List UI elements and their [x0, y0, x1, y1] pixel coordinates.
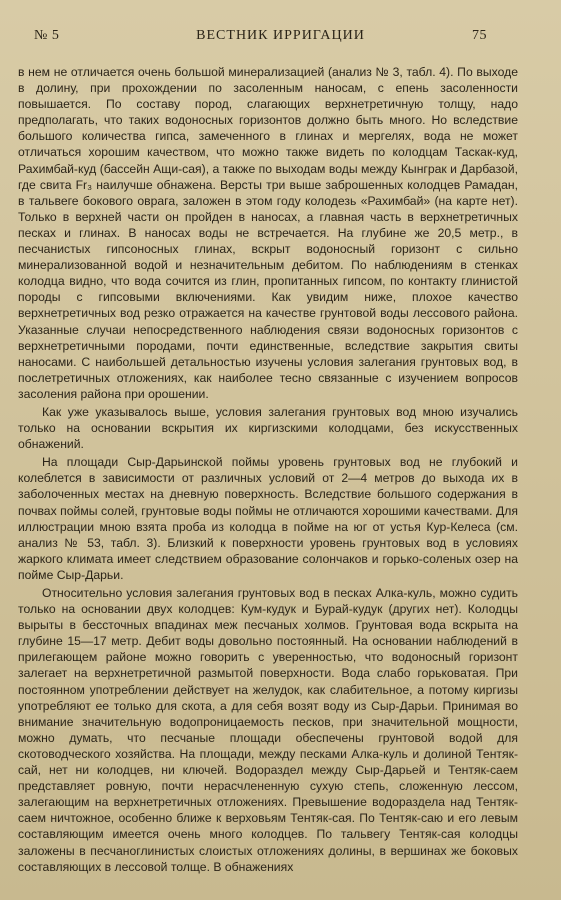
- paragraph: Относительно условия залегания грунтовых вод в песках Алка-куль, можно судить только на основании двух колодцев: Кум-кудук и Бурай-кудук (других нет). Колодцы вырыты в бессточных впадинах меж песчаных холмов. Грунтовая вода вскрыта на глубине 15—17 метр. Дебит воды довольно постоянный. На основании наблюдений в прилегающем районе можно говорить с уверенностью, что водоносный горизонт залегает на верхнетретичной размытой поверхности. Вода слабо горьковатая. При постоянном употреблении действует на желудок, как слабительное, а потому киргизы употребляют ее только для скота, а для себя возят воду из Сыр-Дарьи. Принимая во внимание значительную водопроницаемость песков, при значительной мощности, можно думать, что песчаные площади обеспечены грунтовой водой для скотоводческого хозяйства. На площади, между песками Алка-куль и долиной Тентяк-сай, нет ни колодцев, ни ключей. Водораздел между Сыр-Дарьей и Тентяк-саем представляет ровную, почти нерасчлененную сухую степь, сложенную лессом, залегающим на верхнетретичных отложениях. Превышение водораздела над Тентяк-саем ничтожное, особенно ближе к верховьям Тентяк-сая. По Тентяк-саю и его левым составляющим имеется очень много колодцев. По тальвегу Тентяк-сая колодцы заложены в песчаноглинистых слоистых отложениях долины, в вершинах же боковых составляющих в лессовой толще. В обнажениях: [18, 586, 518, 874]
- paragraph: в нем не отличается очень большой минерализацией (анализ № 3, табл. 4). По выходе в долину, при прохождении по засоленным наносам, с епень засоленности повышается. По составу пород, слагающих верхнетретичную толщу, надо предполагать, что таких водоносных горизонтов должно быть много. Но вследствие большого количества гипса, замеченного в глинах и мергелях, вода не может отличаться хорошим качеством, что можно также видеть по колодцам Таскак-куд, Рахимбай-куд (бассейн Ащи-сая), а также по выходам воды между Кынграк и Дарбазой, где свита Fr₃ наилучше обнажена. Версты три выше заброшенных колодцев Рамадан, в тальвеге бокового оврага, заложен в этом году колодезь «Рахимбай» (на карте нет). Только в верхней части он пройден в наносах, а главная часть в верхнетретичных песках и глинах. В наносах воды не встречается. На глубине же 20,5 метр., в песчанистых гипсоносных глинах, вскрыт водоносный горизонт с сильно минерализованной водой и незначительным дебитом. По наблюдениям в стенках колодца видно, что вода сочится из глин, пропитанных гипсом, по контакту глинистой породы с гипсовыми включениями. Как увидим ниже, плохое качество верхнетретичных вод резко отражается на качестве грунтовой воды лессового района. Указанные случаи непосредственного наблюдения связи водоносных горизонтов с верхнетретичными породами, почти единственные, вследствие закрытия свиты наносами. С наибольшей детальностью изучены условия залегания грунтовых вод, в послетретичных отложениях, как наиболее тесно связанные с изучением вопросов засоления района при орошении.: [18, 65, 518, 401]
- paragraph: На площади Сыр-Дарьинской поймы уровень грунтовых вод не глубокий и колеблется в зависимости от различных условий от 2—4 метров до выхода их в заболоченных местах на дневную поверхность. Вследствие большого содержания в почвах поймы солей, грунтовые воды поймы не отличаются хорошими качествами. Для иллюстрации мною взята проба из колодца в пойме на юг от устья Кур-Келеса (см. анализ № 53, табл. 3). Близкий к поверхности уровень грунтовых вод в условиях жаркого климата имеет следствием образование солончаков и горько-соленых озер на пойме Сыр-Дарьи.: [18, 455, 518, 582]
- journal-title: ВЕСТНИК ИРРИГАЦИИ: [196, 28, 365, 43]
- paragraph: Как уже указывалось выше, условия залегания грунтовых вод мною изучались только на основании вскрытия их киргизскими колодцами, без искусственных обнажений.: [18, 404, 518, 452]
- body-text: [18, 64, 518, 877]
- running-header: [22, 28, 539, 52]
- issue-number: № 5: [34, 28, 60, 43]
- page-number: 75: [472, 28, 487, 43]
